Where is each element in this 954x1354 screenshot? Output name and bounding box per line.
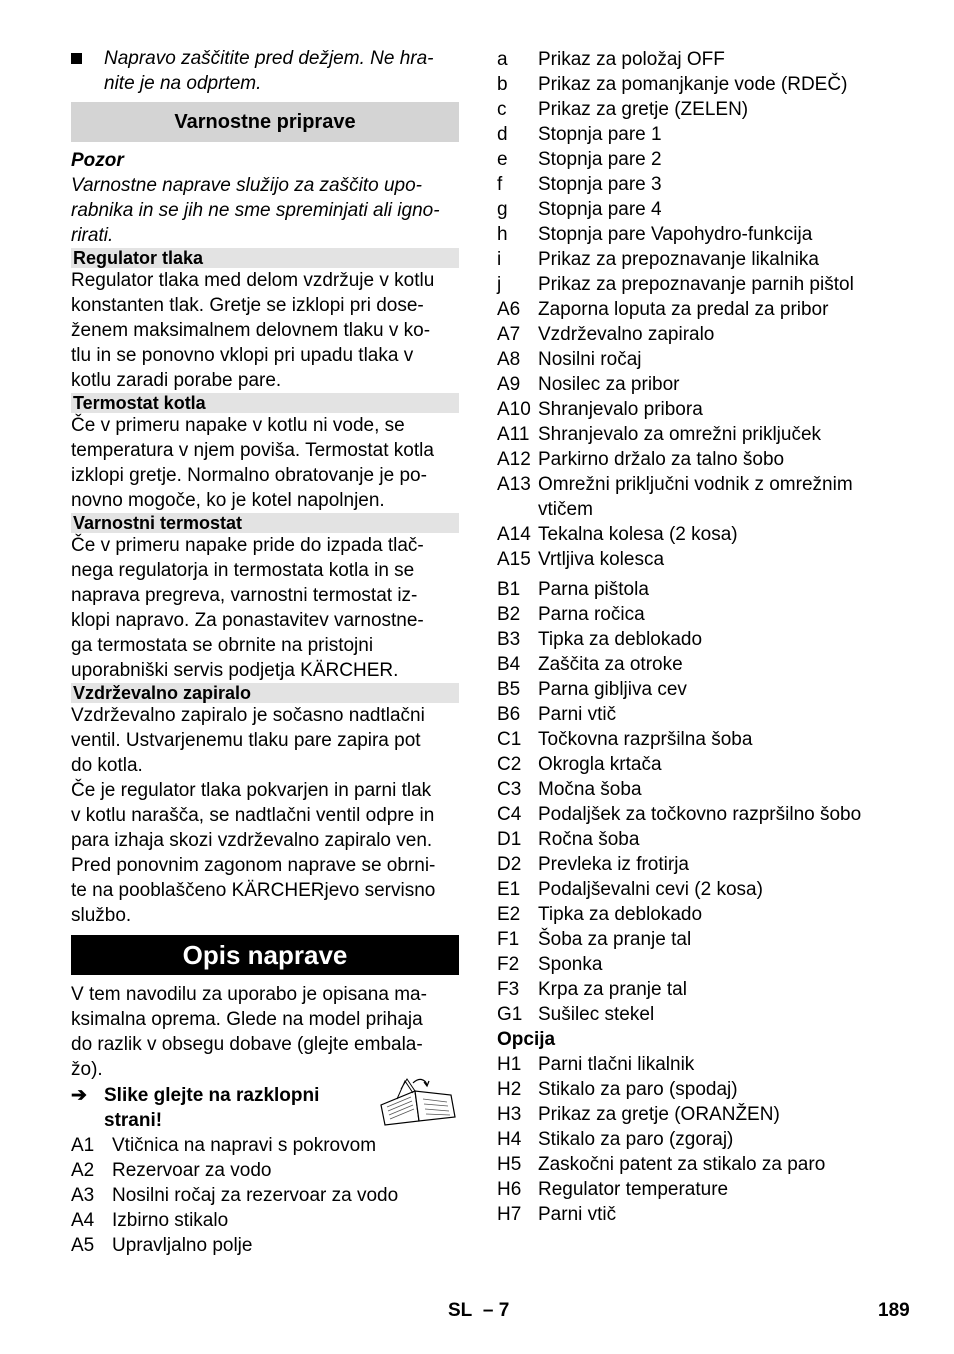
list-item — [497, 97, 917, 122]
item-text: Prikaz za prepoznavanje parnih pištol — [538, 274, 854, 295]
list-item — [497, 1002, 917, 1027]
item-list-a — [71, 1133, 459, 1258]
item-code: D2 — [497, 854, 522, 875]
list-item — [497, 902, 917, 927]
item-text: Prikaz za prepoznavanje likalnika — [538, 249, 819, 270]
list-item — [497, 322, 917, 347]
list-item — [497, 147, 917, 172]
text-line: Vzdrževalno zapiralo je sočasno nadtlačni — [71, 705, 425, 726]
item-code: i — [497, 249, 502, 270]
list-item — [497, 927, 917, 952]
item-text: Nosilni ročaj za rezervoar za vodo — [112, 1185, 399, 1206]
text-line: temperatura v njem poviša. Termostat kotla — [71, 440, 434, 461]
note-line: strani! — [104, 1110, 163, 1131]
list-item — [497, 1052, 917, 1077]
section-title: Termostat kotla — [71, 393, 459, 413]
list-item — [497, 727, 917, 752]
text-line: Če je regulator tlaka pokvarjen in parni tlak — [71, 780, 432, 801]
list-item — [497, 1202, 917, 1227]
item-text: Prevleka iz frotirja — [538, 854, 689, 875]
item-code: H7 — [497, 1204, 522, 1225]
list-item — [497, 802, 917, 827]
item-text: Krpa za pranje tal — [538, 979, 687, 1000]
item-code: A1 — [71, 1135, 95, 1156]
square-bullet-icon — [71, 53, 82, 64]
item-code: A2 — [71, 1160, 95, 1181]
item-code: a — [497, 49, 508, 70]
list-item — [497, 372, 917, 397]
list-item — [497, 1102, 917, 1127]
caution-title: Pozor — [71, 150, 124, 171]
item-code: H1 — [497, 1054, 522, 1075]
item-text: Prikaz za gretje (ORANŽEN) — [538, 1104, 780, 1125]
left-column — [71, 46, 459, 1258]
caution-line: Varnostne naprave služijo za zaščito upo- — [71, 175, 422, 196]
list-item — [497, 297, 917, 322]
item-code: H5 — [497, 1154, 522, 1175]
item-code: B3 — [497, 629, 521, 650]
item-text: Stikalo za paro (zgoraj) — [538, 1129, 734, 1150]
text-line: Če v primeru napake v kotlu ni vode, se — [71, 415, 405, 436]
item-text: Sponka — [538, 954, 603, 975]
list-item — [497, 72, 917, 97]
list-item — [497, 827, 917, 852]
section-safety-thermostat — [71, 513, 459, 683]
item-text: Parni tlačni likalnik — [538, 1054, 695, 1075]
item-code: D1 — [497, 829, 522, 850]
item-text: Upravljalno polje — [112, 1235, 253, 1256]
list-item — [497, 652, 917, 677]
text-line: Pred ponovnim zagonom naprave se obrni- — [71, 855, 436, 876]
text-line: žo). — [71, 1059, 103, 1080]
list-item — [497, 222, 917, 247]
fold-out-note — [71, 1083, 459, 1133]
page-label: – 7 — [482, 1300, 510, 1321]
item-code: C4 — [497, 804, 522, 825]
item-code: A4 — [71, 1210, 95, 1231]
item-text: Parni vtič — [538, 704, 617, 725]
list-item — [497, 272, 917, 297]
item-text: Podaljševalni cevi (2 kosa) — [538, 879, 763, 900]
text-line: ženem maksimalnem delovnem tlaku v ko- — [71, 320, 431, 341]
item-code: E1 — [497, 879, 521, 900]
item-text: Stikalo za paro (spodaj) — [538, 1079, 738, 1100]
item-code: A10 — [497, 399, 531, 420]
list-item — [497, 247, 917, 272]
item-text: Močna šoba — [538, 779, 642, 800]
item-text: Stopnja pare 4 — [538, 199, 662, 220]
item-code: B4 — [497, 654, 521, 675]
item-code: A14 — [497, 524, 531, 545]
item-code: A6 — [497, 299, 521, 320]
item-text: Vrtljiva kolesca — [538, 549, 665, 570]
list-item — [71, 1158, 459, 1183]
list-item — [497, 777, 917, 802]
item-text: Nosilni ročaj — [538, 349, 642, 370]
option-title: Opcija — [497, 1029, 556, 1050]
text-line: ksimalna oprema. Glede na model prihaja — [71, 1009, 423, 1030]
item-text: Omrežni priključni vodnik z omrežnim — [538, 474, 853, 495]
list-item — [497, 1177, 917, 1202]
item-text: Prikaz za položaj OFF — [538, 49, 725, 70]
caution-text — [71, 173, 459, 248]
item-text: Vzdrževalno zapiralo — [538, 324, 715, 345]
section-title: Regulator tlaka — [71, 248, 459, 268]
list-item — [497, 852, 917, 877]
item-code: F2 — [497, 954, 520, 975]
safety-heading: Varnostne priprave — [71, 102, 459, 142]
list-item — [497, 472, 917, 497]
list-item — [497, 172, 917, 197]
item-code: B6 — [497, 704, 521, 725]
text-line: te na pooblaščeno KÄRCHERjevo servisno — [71, 880, 436, 901]
item-list-options — [497, 1052, 917, 1227]
item-list-controls — [497, 47, 917, 572]
item-code: A8 — [497, 349, 521, 370]
text-line: ga termostata se obrnite na pristojni — [71, 635, 374, 656]
text-line: naprava pregreva, varnostni termostat iz- — [71, 585, 418, 606]
item-code: C3 — [497, 779, 522, 800]
text-line: do kotla. — [71, 755, 143, 776]
item-text: Parna ročica — [538, 604, 645, 625]
text-line: nega regulatorja in termostata kotla in se — [71, 560, 415, 581]
list-item — [497, 677, 917, 702]
item-text: Okrogla krtača — [538, 754, 662, 775]
item-code: g — [497, 199, 508, 220]
caution-line: rabnika in se jih ne sme spreminjati ali igno- — [71, 200, 440, 221]
list-item — [497, 122, 917, 147]
text-line: izklopi gretje. Normalno obratovanje je po- — [71, 465, 427, 486]
page-number: 189 — [878, 1300, 910, 1321]
item-text: Shranjevalo za omrežni priključek — [538, 424, 822, 445]
language-code: SL — [448, 1300, 473, 1321]
item-code: A13 — [497, 474, 531, 495]
item-list-accessories — [497, 577, 917, 1027]
list-item — [497, 752, 917, 777]
item-code: h — [497, 224, 508, 245]
item-text: Tipka za deblokado — [538, 904, 703, 925]
item-code: A7 — [497, 324, 521, 345]
text-line: klopi napravo. Za ponastavitev varnostne- — [71, 610, 424, 631]
list-item — [497, 1077, 917, 1102]
item-code: b — [497, 74, 508, 95]
open-book-icon — [377, 1077, 459, 1127]
item-code: H4 — [497, 1129, 522, 1150]
item-text: Izbirno stikalo — [112, 1210, 229, 1231]
text-line: konstanten tlak. Gretje se izklopi pri dose- — [71, 295, 424, 316]
item-code: C2 — [497, 754, 522, 775]
item-code: H2 — [497, 1079, 522, 1100]
text-line: službo. — [71, 905, 132, 926]
text-line: tlu in se ponovno vklopi pri upadu tlaka v — [71, 345, 414, 366]
item-text: Prikaz za pomanjkanje vode (RDEČ) — [538, 74, 848, 95]
item-text: Zaporna loputa za predal za pribor — [538, 299, 829, 320]
list-item — [497, 447, 917, 472]
list-item — [497, 397, 917, 422]
item-code: j — [497, 274, 502, 295]
item-text: Točkovna razpršilna šoba — [538, 729, 753, 750]
list-item — [497, 1127, 917, 1152]
item-code: c — [497, 99, 507, 120]
item-text: Vtičnica na napravi s pokrovom — [112, 1135, 377, 1156]
arrow-right-icon: ➔ — [71, 1085, 87, 1106]
text-line: Regulator tlaka med delom vzdržuje v kotlu — [71, 270, 435, 291]
item-text: Parna gibljiva cev — [538, 679, 687, 700]
text-line: para izhaja skozi vzdrževalno zapiralo ven. — [71, 830, 433, 851]
item-text: Tipka za deblokado — [538, 629, 703, 650]
list-item — [497, 547, 917, 572]
section-maintenance-closure — [71, 683, 459, 928]
list-item — [497, 347, 917, 372]
text-line: V tem navodilu za uporabo je opisana ma- — [71, 984, 427, 1005]
section-title: Vzdrževalno zapiralo — [71, 683, 459, 703]
list-item — [497, 627, 917, 652]
item-text: Prikaz za gretje (ZELEN) — [538, 99, 749, 120]
item-code: B2 — [497, 604, 521, 625]
list-item — [497, 577, 917, 602]
note-line: Slike glejte na razklopni — [104, 1085, 320, 1106]
item-code: H6 — [497, 1179, 522, 1200]
device-description-heading: Opis naprave — [71, 935, 459, 975]
item-text: Zaščita za otroke — [538, 654, 683, 675]
device-description-text — [71, 982, 459, 1082]
item-text: Stopnja pare 3 — [538, 174, 662, 195]
item-code: e — [497, 149, 508, 170]
item-code: A5 — [71, 1235, 95, 1256]
item-text: Tekalna kolesa (2 kosa) — [538, 524, 738, 545]
list-item — [497, 977, 917, 1002]
list-item — [497, 702, 917, 727]
list-item — [71, 1183, 459, 1208]
list-item — [497, 877, 917, 902]
list-item — [497, 952, 917, 977]
text-line: v kotlu narašča, se nadtlačni ventil odpre in — [71, 805, 435, 826]
item-text: Stopnja pare 1 — [538, 124, 662, 145]
text-line: novno mogoče, ko je kotel napolnjen. — [71, 490, 385, 511]
list-item — [497, 422, 917, 447]
text-line: uporabniški servis podjetja KÄRCHER. — [71, 660, 399, 681]
footer-section — [448, 1298, 509, 1323]
item-code: B1 — [497, 579, 521, 600]
item-code: G1 — [497, 1004, 523, 1025]
list-item — [497, 197, 917, 222]
item-code: f — [497, 174, 503, 195]
section-pressure-regulator — [71, 248, 459, 393]
section-boiler-thermostat — [71, 393, 459, 513]
item-code: F3 — [497, 979, 520, 1000]
item-code: F1 — [497, 929, 520, 950]
item-text: Podaljšek za točkovno razpršilno šobo — [538, 804, 862, 825]
item-text: Zaskočni patent za stikalo za paro — [538, 1154, 826, 1175]
item-text: Rezervoar za vodo — [112, 1160, 272, 1181]
item-code: A12 — [497, 449, 531, 470]
list-item — [497, 47, 917, 72]
bullet-line: Napravo zaščitite pred dežjem. Ne hra- — [104, 48, 434, 69]
section-title: Varnostni termostat — [71, 513, 459, 533]
item-text: Parna pištola — [538, 579, 649, 600]
item-text: vtičem — [538, 499, 593, 520]
list-item — [497, 602, 917, 627]
item-code: H3 — [497, 1104, 522, 1125]
item-text: Ročna šoba — [538, 829, 640, 850]
item-code: A11 — [497, 424, 530, 445]
item-code: A3 — [71, 1185, 95, 1206]
list-item — [497, 497, 917, 522]
text-line: kotlu zaradi porabe pare. — [71, 370, 282, 391]
text-line: Če v primeru napake pride do izpada tlač- — [71, 535, 424, 556]
item-code: C1 — [497, 729, 522, 750]
bullet-line: nite je na odprtem. — [104, 73, 262, 94]
item-text: Shranjevalo pribora — [538, 399, 703, 420]
list-item — [71, 1233, 459, 1258]
item-text: Parni vtič — [538, 1204, 617, 1225]
item-text: Stopnja pare 2 — [538, 149, 662, 170]
list-item — [71, 1133, 459, 1158]
item-code: A15 — [497, 549, 531, 570]
item-text: Sušilec stekel — [538, 1004, 655, 1025]
list-item — [497, 1152, 917, 1177]
item-text: Parkirno držalo za talno šobo — [538, 449, 785, 470]
item-text: Regulator temperature — [538, 1179, 729, 1200]
item-code: E2 — [497, 904, 521, 925]
text-line: do razlik v obsegu dobave (glejte embala- — [71, 1034, 423, 1055]
item-code: A9 — [497, 374, 521, 395]
item-text: Stopnja pare Vapohydro-funkcija — [538, 224, 813, 245]
caution-line: rirati. — [71, 225, 114, 246]
item-text: Nosilec za pribor — [538, 374, 680, 395]
text-line: ventil. Ustvarjenemu tlaku pare zapira pot — [71, 730, 421, 751]
weather-warning-bullet — [71, 46, 459, 96]
right-column — [497, 47, 917, 1227]
list-item — [71, 1208, 459, 1233]
item-text: Šoba za pranje tal — [538, 929, 692, 950]
list-item — [497, 522, 917, 547]
item-code: d — [497, 124, 508, 145]
item-code: B5 — [497, 679, 521, 700]
